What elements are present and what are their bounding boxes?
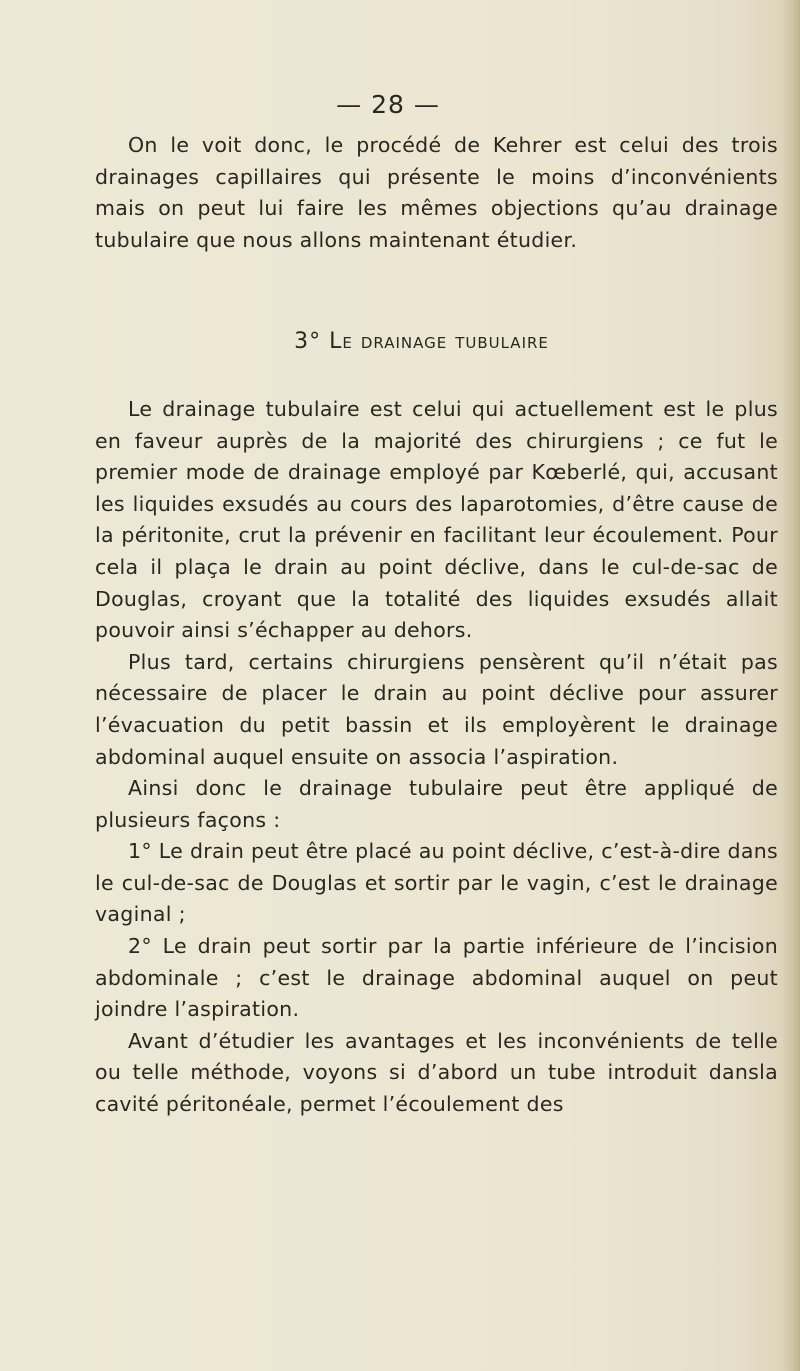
paragraph-4: Ainsi donc le drainage tubulaire peut être appliqué de plusieurs façons : (95, 776, 778, 832)
page-edge-shadow (782, 0, 800, 1371)
paragraph-6: 2° Le drain peut sortir par la partie inférieure de l’incision abdominale ; c’est le drainage abdominal auquel on peut joindre l’aspiration. (95, 934, 778, 1022)
paragraph-2: Le drainage tubulaire est celui qui actuellement est le plus en faveur auprès de la majorité des chirurgiens ; ce fut le premier mode de drainage employé par Kœberlé, qui, accusant les liquides exsudés au cours des laparotomies, d’être cause de la péritonite, crut la prévenir en facilitant leur écoulement. Pour cela il plaça le drain au point déclive, dans le cul-de-sac de Douglas, croyant que la totalité des liquides exsudés allait pouvoir ainsi s’échapper au dehors. (95, 396, 778, 643)
paragraph-7: Avant d’étudier les avantages et les inconvénients de telle ou telle méthode, voyons si d’abord un tube introduit dansla cavité péritonéale, permet l’écoulement des (95, 1028, 778, 1117)
paragraph-5: 1° Le drain peut être placé au point déclive, c’est-à-dire dans le cul-de-sac de Douglas et sortir par le vagin, c’est le drainage vaginal ; (95, 839, 778, 927)
page-number: — 28 — (336, 90, 440, 119)
paragraph-1: On le voit donc, le procédé de Kehrer est celui des trois drainages capillaires qui présente le moins d’inconvénients mais on peut lui faire les mêmes objections qu’au drainage tubulaire que nous allons maintenant étudier. (95, 133, 778, 252)
body-text (95, 130, 778, 1121)
section-title: 3° Le drainage tubulaire (294, 329, 549, 355)
paragraph-3: Plus tard, certains chirurgiens pensèrent qu’il n’était pas nécessaire de placer le drain au point déclive pour assurer l’évacuation du petit bassin et ils employèrent le drainage abdominal auquel ensuite on associa l’aspiration. (95, 649, 778, 769)
